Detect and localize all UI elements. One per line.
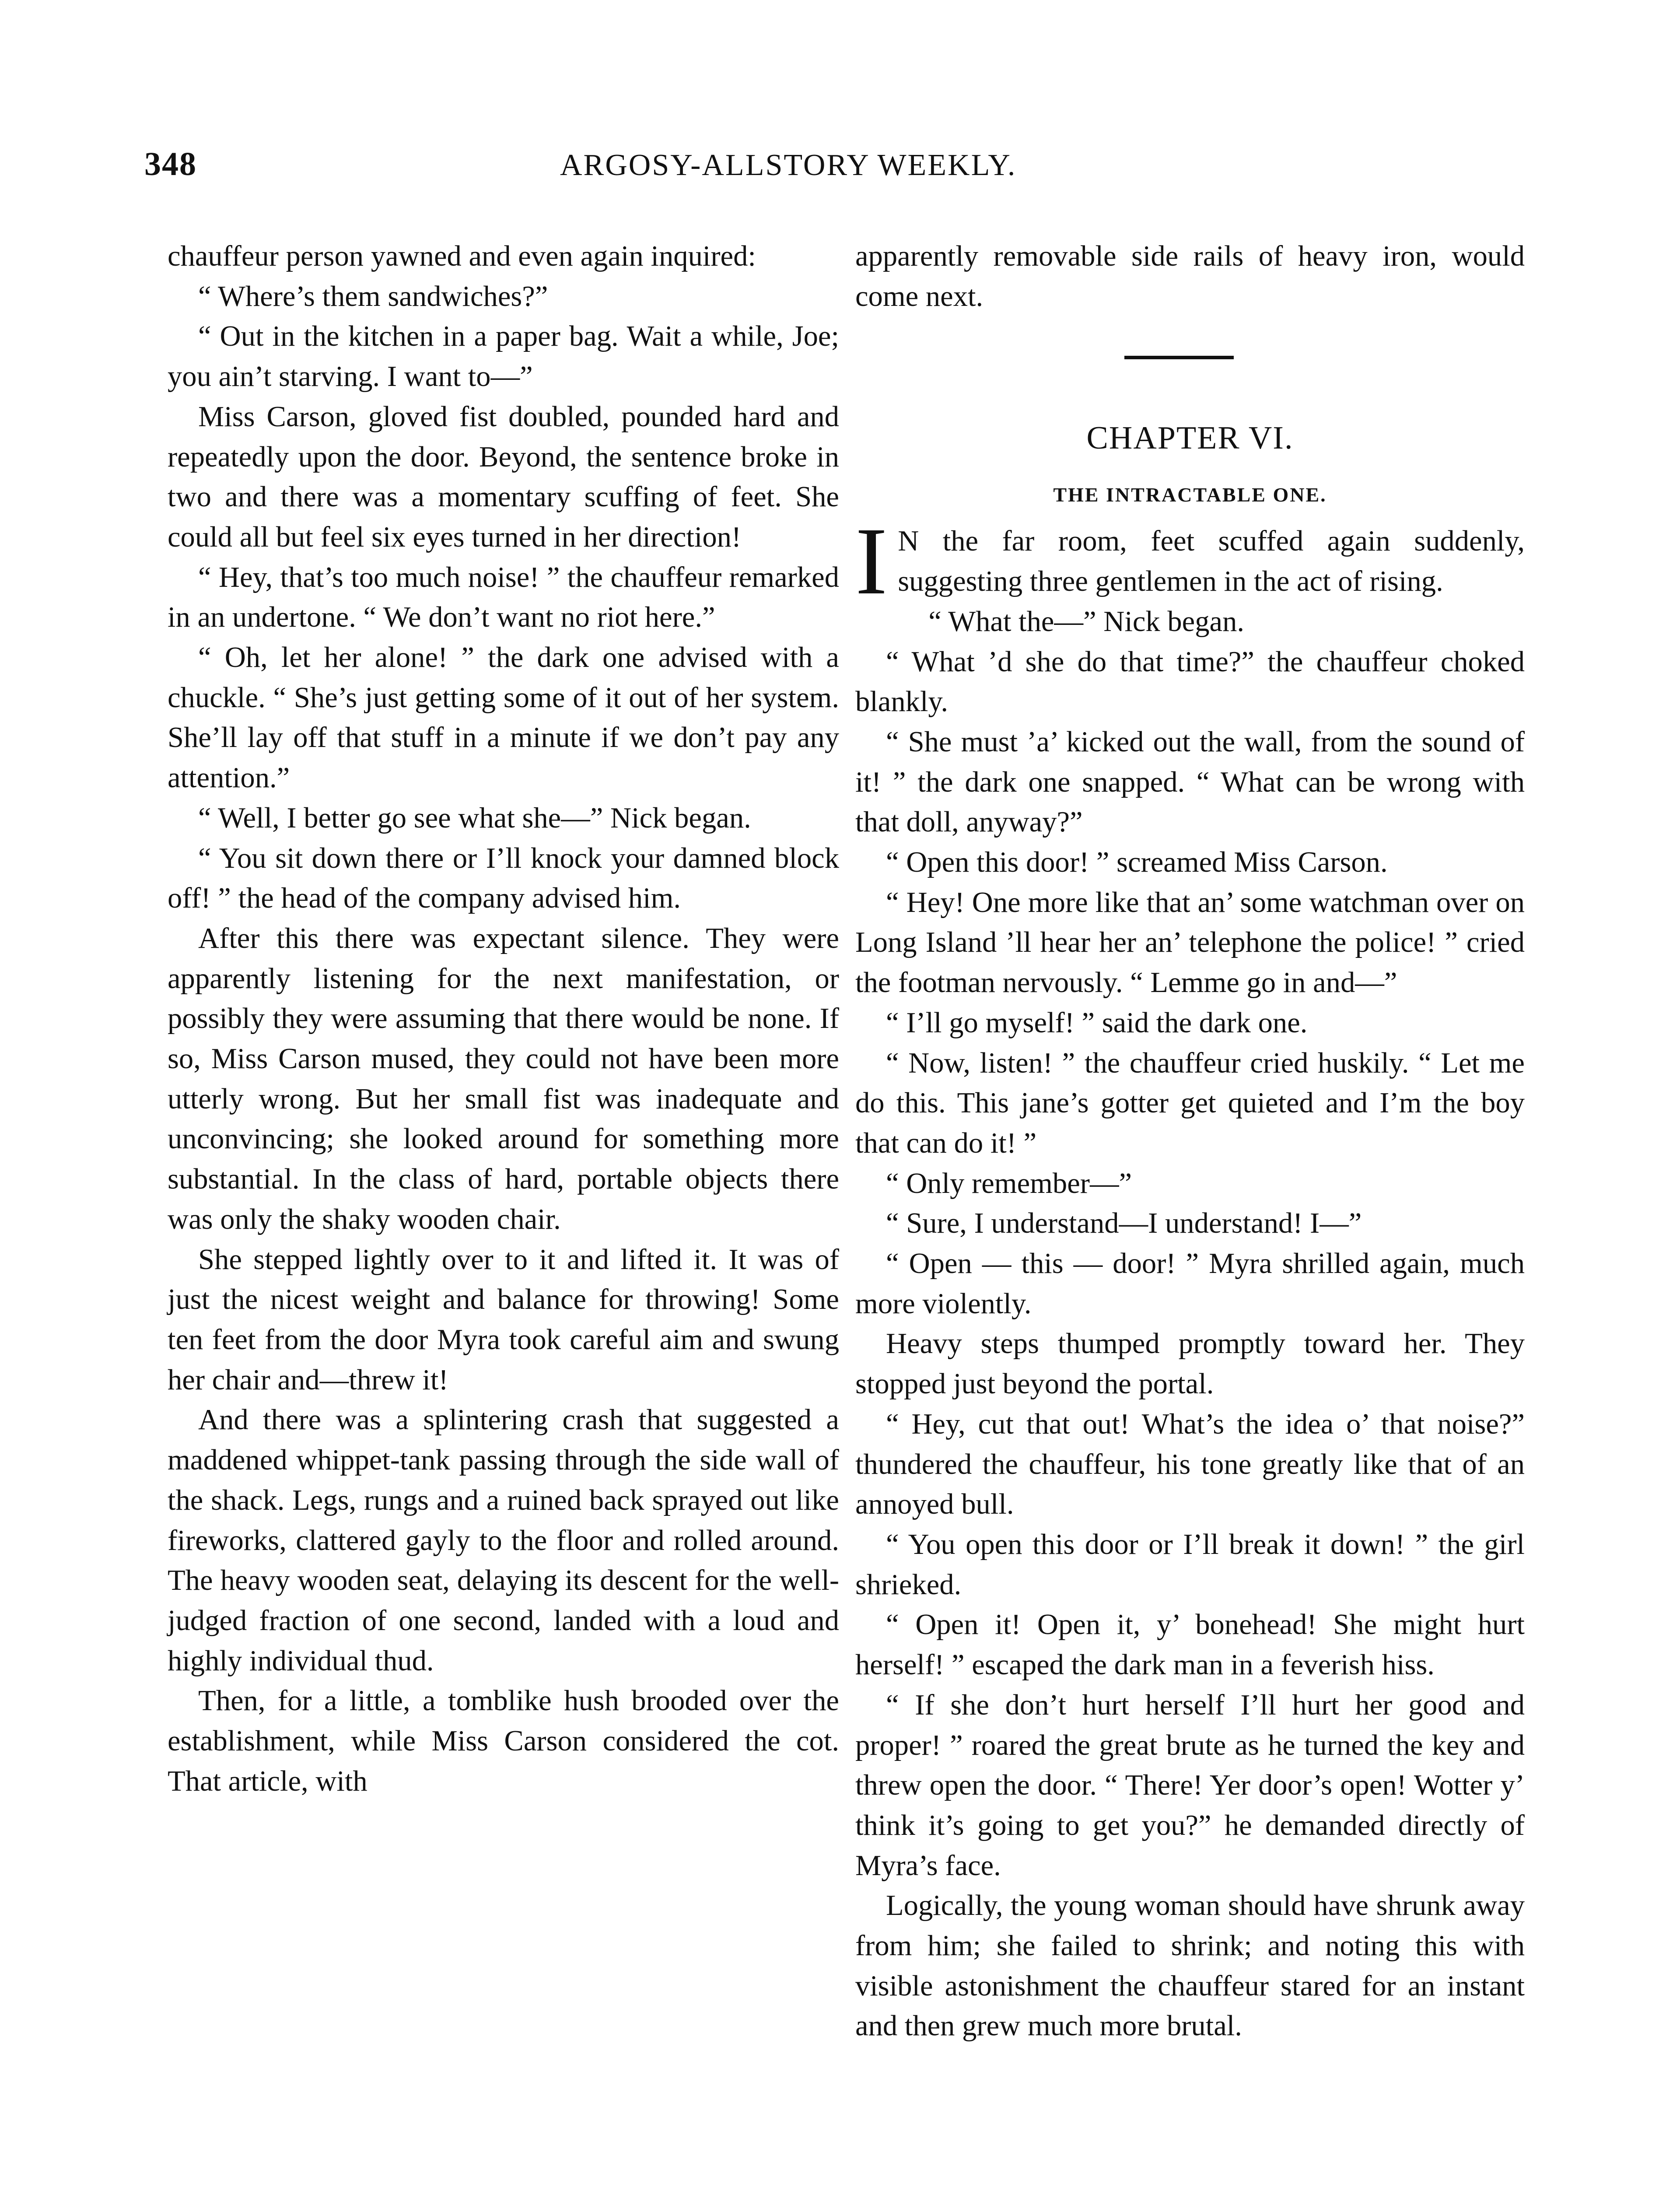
paragraph: “ If she don’t hurt herself I’ll hurt her good and proper! ” roared the great brute as he turned the key and threw open the door. “ There! Yer door’s open! Wotter y’ think it’s going to get you?” he demanded directly of Myra’s face. — [855, 1689, 1525, 1882]
running-head: ARGOSY-ALLSTORY WEEKLY. — [560, 148, 1017, 182]
paragraph: After this there was expectant silence. They were apparently listening for the next manifestation, or possibly they were assuming that there would be none. If so, Miss Carson mused, they could not have been more utterly wrong. But her small fist was inadequate and unconvincing; she looked around for something more substantial. In the class of hard, portable objects there was only the shaky wooden chair. — [168, 922, 839, 1235]
left-column — [168, 236, 839, 1801]
paragraph: “ Open it! Open it, y’ bonehead! She might hurt herself! ” escaped the dark man in a feverish hiss. — [855, 1609, 1525, 1681]
paragraph: “ Well, I better go see what she—” Nick began. — [198, 802, 751, 834]
paragraph: “ Out in the kitchen in a paper bag. Wait a while, Joe; you ain’t starving. I want to—” — [168, 320, 839, 393]
paragraph: “ You sit down there or I’ll knock your damned block off! ” the head of the company advised him. — [168, 842, 839, 915]
paragraph: “ Oh, let her alone! ” the dark one advised with a chuckle. “ She’s just getting some of it out of her system. She’ll lay off that stuff in a minute if we don’t pay any attention.” — [168, 642, 839, 794]
paragraph: Heavy steps thumped promptly toward her. They stopped just beyond the portal. — [855, 1328, 1525, 1400]
paragraph: “ What ’d she do that time?” the chauffeur choked blankly. — [855, 645, 1525, 718]
paragraph: “ Hey, cut that out! What’s the idea o’ that noise?” thundered the chauffeur, his tone greatly like that of an annoyed bull. — [855, 1408, 1525, 1521]
paragraph: apparently removable side rails of heavy iron, would come next. — [855, 240, 1525, 312]
right-column — [855, 236, 1525, 2046]
opening-paragraph — [855, 508, 1525, 615]
paragraph: Logically, the young woman should have shrunk away from him; she failed to shrink; and noting this with visible astonishment the chauffeur stared for an instant and then grew much more brutal. — [855, 1890, 1525, 2042]
paragraph: “ You open this door or I’ll break it down! ” the girl shrieked. — [855, 1528, 1525, 1601]
paragraph: “ Sure, I understand—I understand! I—” — [886, 1207, 1362, 1240]
paragraph: Then, for a little, a tomblike hush brooded over the establishment, while Miss Carson considered the cot. That article, with — [168, 1685, 839, 1797]
paragraph: chauffeur person yawned and even again inquired: — [168, 240, 756, 272]
paragraph: “ Open — this — door! ” Myra shrilled again, much more violently. — [855, 1248, 1525, 1320]
chapter-heading: CHAPTER VI. — [1086, 420, 1294, 456]
paragraph: “ Hey! One more like that an’ some watchman over on Long Island ’ll hear her an’ telephone the police! ” cried the footman nervously. “ Lemme go in and—” — [855, 886, 1525, 999]
paragraph: And there was a splintering crash that suggested a maddened whippet-tank passing through the side wall of the shack. Legs, rungs and a ruined back sprayed out like fireworks, clattered gayly to the floor and rolled around. The heavy wooden seat, delaying its descent for the well-judged fraction of one second, landed with a loud and highly individual thud. — [168, 1404, 839, 1677]
paragraph: “ What the—” Nick began. — [928, 605, 1245, 638]
drop-cap: I — [855, 508, 888, 615]
paragraph: “ I’ll go myself! ” said the dark one. — [886, 1006, 1308, 1039]
page-number: 348 — [144, 146, 197, 182]
chapter-subtitle: THE INTRACTABLE ONE. — [1053, 484, 1327, 506]
paragraph: Miss Carson, gloved fist doubled, pounded hard and repeatedly upon the door. Beyond, the sentence broke in two and there was a momentary scuffing of feet. She could all but feel six eyes turned in her direction! — [168, 400, 839, 553]
opening-text: N the far room, feet scuffed again suddenly, suggesting three gentlemen in the act of rising. — [898, 525, 1525, 598]
paragraph: “ Open this door! ” screamed Miss Carson. — [886, 846, 1388, 879]
paragraph: “ Now, listen! ” the chauffeur cried huskily. “ Let me do this. This jane’s gotter get quieted and I’m the boy that can do it! ” — [855, 1047, 1525, 1159]
paragraph: “ She must ’a’ kicked out the wall, from the sound of it! ” the dark one snapped. “ What can be wrong with that doll, anyway?” — [855, 726, 1525, 838]
section-divider — [1124, 356, 1234, 359]
paragraph: “ Where’s them sandwiches?” — [198, 280, 548, 312]
paragraph: She stepped lightly over to it and lifted it. It was of just the nicest weight and balance for throwing! Some ten feet from the door Myra took careful aim and swung her chair and—threw it! — [168, 1243, 839, 1396]
paragraph: “ Only remember—” — [886, 1167, 1132, 1199]
paragraph: “ Hey, that’s too much noise! ” the chauffeur remarked in an undertone. “ We don’t want no riot here.” — [168, 561, 839, 634]
